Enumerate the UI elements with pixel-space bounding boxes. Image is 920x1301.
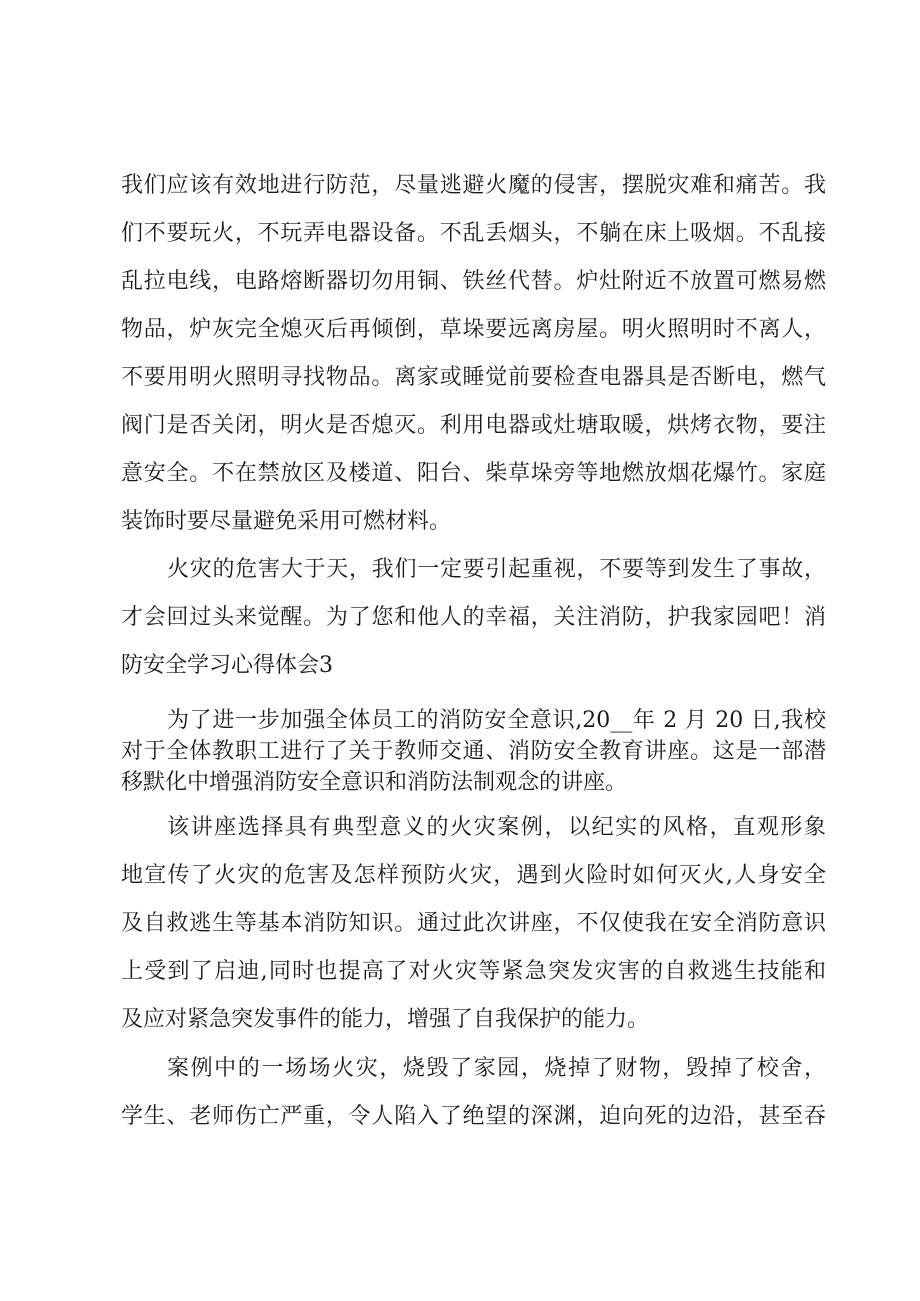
- text-line: 乱拉电线，电路熔断器切勿用铜、铁丝代替。炉灶附近不放置可燃易燃: [121, 269, 826, 294]
- text-line: 地宣传了火灾的危害及怎样预防火灾，遇到火险时如何灭火,人身安全: [121, 863, 826, 888]
- text-line: 装饰时要尽量避免采用可燃材料。: [121, 509, 452, 534]
- text-line: 物品，炉灰完全熄灭后再倾倒，草垛要远离房屋。明火照明时不离人，: [121, 317, 826, 342]
- text-line: 才会回过头来觉醒。为了您和他人的幸福，关注消防，护我家园吧！消: [121, 605, 826, 630]
- section-heading: 防安全学习心得体会3: [121, 653, 333, 678]
- text-line: 该讲座选择具有典型意义的火灾案例，以纪实的风格，直观形象: [167, 815, 826, 840]
- text-line: 意安全。不在禁放区及楼道、阳台、柴草垛旁等地燃放烟花爆竹。家庭: [121, 461, 826, 486]
- text-line: 及应对紧急突发事件的能力，增强了自我保护的能力。: [121, 1007, 650, 1032]
- text-line: 我们应该有效地进行防范，尽量逃避火魔的侵害，摆脱灾难和痛苦。我: [121, 173, 826, 198]
- text-line: 为了进一步加强全体员工的消防安全意识,20__年 2 月 20 日,我校: [167, 708, 826, 733]
- text-line: 对于全体教职工进行了关于教师交通、消防安全教育讲座。这是一部潜: [121, 739, 826, 764]
- text-line: 阀门是否关闭，明火是否熄灭。利用电器或灶塘取暖，烘烤衣物，要注: [121, 413, 826, 438]
- text-line: 移默化中增强消防安全意识和消防法制观念的讲座。: [121, 770, 628, 795]
- text-line: 上受到了启迪,同时也提高了对火灾等紧急突发灾害的自救逃生技能和: [121, 959, 826, 984]
- text-line: 案例中的一场场火灾，烧毁了家园，烧掉了财物，毁掉了校舍，: [167, 1056, 826, 1081]
- text-line: 学生、老师伤亡严重，令人陷入了绝望的深渊，迫向死的边沿，甚至吞: [121, 1104, 826, 1129]
- text-line: 们不要玩火，不玩弄电器设备。不乱丢烟头，不躺在床上吸烟。不乱接: [121, 221, 826, 246]
- text-line: 及自救逃生等基本消防知识。通过此次讲座，不仅使我在安全消防意识: [121, 911, 826, 936]
- text-line: 火灾的危害大于天，我们一定要引起重视，不要等到发生了事故，: [167, 557, 826, 582]
- text-line: 不要用明火照明寻找物品。离家或睡觉前要检查电器具是否断电，燃气: [121, 365, 826, 390]
